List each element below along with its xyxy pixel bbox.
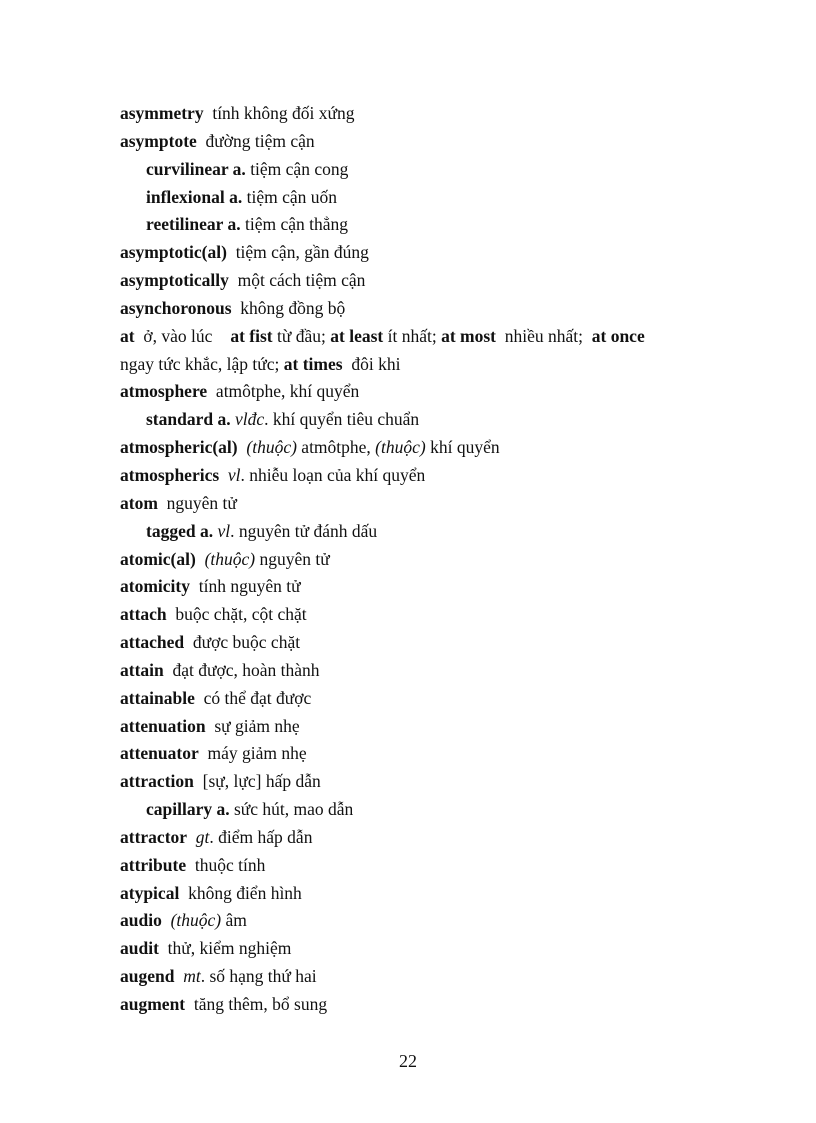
phrase-at-least: at least xyxy=(330,325,384,346)
entry-atomical xyxy=(120,546,720,574)
entry-atomicity xyxy=(120,573,720,601)
phrase-at-most: at most xyxy=(441,325,496,346)
entry-asymptotically xyxy=(120,267,720,295)
definition: nhiễu loạn của khí quyển xyxy=(249,464,426,485)
entry-at-continuation xyxy=(120,351,720,379)
entry-atom xyxy=(120,490,720,518)
entry-atypical xyxy=(120,880,720,908)
headword: asymptotically xyxy=(120,270,229,291)
entry-attenuation xyxy=(120,713,720,741)
field-label: vl xyxy=(227,464,241,485)
definition: điểm hấp dẫn xyxy=(218,826,313,847)
phrase-at-times: at times xyxy=(283,353,343,374)
headword: attractor xyxy=(120,826,188,847)
subentry-standard: standard a. vlđc. khí quyển tiêu chuẩn xyxy=(146,409,420,430)
pos-label: (thuộc) xyxy=(204,548,256,569)
definition: tiệm cận thẳng xyxy=(244,214,349,235)
headword: tagged a. xyxy=(146,520,214,541)
definition: khí quyển tiêu chuẩn xyxy=(272,409,420,430)
phrase-definition: từ đầu; xyxy=(277,325,326,346)
entry-attach xyxy=(120,601,720,629)
definition: nguyên tử xyxy=(259,548,330,569)
headword: atomicity xyxy=(120,576,190,597)
subentry-capillary xyxy=(120,796,720,824)
pos-label: (thuộc) xyxy=(170,910,222,931)
headword: reetilinear a. xyxy=(146,214,241,235)
definition: [sự, lực] hấp dẫn xyxy=(202,771,321,792)
headword: attain xyxy=(120,659,164,680)
headword: attenuator xyxy=(120,743,199,764)
definition: tăng thêm, bổ sung xyxy=(193,994,328,1014)
headword: asymptotic(al) xyxy=(120,242,227,263)
phrase-definition: ít nhất; xyxy=(387,325,437,346)
headword: attainable xyxy=(120,687,195,708)
headword: audit xyxy=(120,938,159,959)
pos-label: (thuộc) xyxy=(246,437,297,458)
entry-attainable xyxy=(120,685,720,713)
headword: attenuation xyxy=(120,715,206,736)
headword: inflexional a. xyxy=(146,186,243,207)
phrase-definition: ngay tức khắc, lập tức; xyxy=(120,353,280,374)
phrase-at-fist: at fist xyxy=(230,325,273,346)
entry-asymptotical xyxy=(120,239,720,267)
entry-asynchoronous xyxy=(120,295,720,323)
definition: tiệm cận, gần đúng xyxy=(235,242,369,263)
field-label: vlđc xyxy=(234,409,265,430)
entry-asymptote xyxy=(120,128,720,156)
headword: augend xyxy=(120,966,175,987)
entry-at xyxy=(120,323,720,351)
definition: đường tiệm cận xyxy=(205,130,315,151)
definition: một cách tiệm cận xyxy=(237,270,366,291)
phrase-definition: nhiều nhất; xyxy=(504,325,583,346)
definition: tiệm cận cong xyxy=(250,158,349,179)
phrase-at-once: at once xyxy=(591,325,645,346)
page-number: 22 xyxy=(399,1051,417,1071)
entry-asymmetry xyxy=(120,100,720,128)
entry-attribute xyxy=(120,852,720,880)
headword: standard a. xyxy=(146,409,231,430)
headword: atypical xyxy=(120,882,180,903)
definition: atmôtphe, khí quyển xyxy=(215,381,360,402)
headword: atomic(al) xyxy=(120,548,196,569)
entry-atmospherical: atmospheric(al) (thuộc) atmôtphe, (thuộc) khí quyển xyxy=(120,437,500,458)
definition: không điển hình xyxy=(188,882,302,903)
headword: attach xyxy=(120,604,167,625)
definition: tiệm cận uốn xyxy=(246,186,338,207)
entry-audio xyxy=(120,907,720,935)
headword: at xyxy=(120,325,135,346)
headword: attraction xyxy=(120,771,194,792)
definition: tính không đối xứng xyxy=(212,103,355,123)
headword: asynchoronous xyxy=(120,297,232,318)
entry-atmospherics: atmospherics vl. nhiễu loạn của khí quyển xyxy=(120,464,426,485)
definition: thử, kiểm nghiệm xyxy=(167,938,292,959)
field-label: mt xyxy=(183,966,201,987)
headword: augment xyxy=(120,994,186,1014)
entry-augment xyxy=(120,991,720,1019)
pos-label: (thuộc) xyxy=(375,437,426,458)
definition: máy giảm nhẹ xyxy=(207,743,307,764)
headword: curvilinear a. xyxy=(146,158,246,179)
headword: attribute xyxy=(120,854,187,875)
entry-attraction xyxy=(120,768,720,796)
field-label: gt xyxy=(195,826,210,847)
entry-atmosphere xyxy=(120,378,720,406)
definition: không đồng bộ xyxy=(240,297,346,318)
definition: số hạng thứ hai xyxy=(209,966,317,987)
subentry-tagged: tagged a. vl. nguyên tử đánh dấu xyxy=(146,520,378,541)
definition: đạt được, hoàn thành xyxy=(172,659,320,680)
entry-attain xyxy=(120,657,720,685)
definition: nguyên tử xyxy=(166,492,237,513)
definition: thuộc tính xyxy=(194,854,266,875)
entry-attenuator xyxy=(120,740,720,768)
subentry-reetilinear xyxy=(120,211,720,239)
headword: asymptote xyxy=(120,130,197,151)
field-label: vl xyxy=(217,520,231,541)
subentry-curvilinear xyxy=(120,156,720,184)
headword: atmospheric(al) xyxy=(120,437,238,458)
headword: attached xyxy=(120,632,185,653)
definition: có thể đạt được xyxy=(203,687,312,708)
definition: được buộc chặt xyxy=(192,632,301,653)
definition: tính nguyên tử xyxy=(198,576,301,597)
definition: âm xyxy=(225,910,247,931)
definition: sự giảm nhẹ xyxy=(214,715,300,736)
headword: asymmetry xyxy=(120,103,204,123)
headword: atom xyxy=(120,492,158,513)
phrase-definition: đôi khi xyxy=(351,353,401,374)
entry-augend: augend mt. số hạng thứ hai xyxy=(120,966,317,987)
entry-audit xyxy=(120,935,720,963)
headword: atmospherics xyxy=(120,464,220,485)
definition: sức hút, mao dẫn xyxy=(233,799,354,820)
entry-attached xyxy=(120,629,720,657)
entry-attractor: attractor gt. điểm hấp dẫn xyxy=(120,826,313,847)
headword: atmosphere xyxy=(120,381,208,402)
entry-list xyxy=(120,100,720,1019)
definition: nguyên tử đánh dấu xyxy=(238,520,378,541)
subentry-inflexional xyxy=(120,184,720,212)
headword: capillary a. xyxy=(146,799,230,820)
definition: ở, vào lúc xyxy=(143,325,213,346)
definition: buộc chặt, cột chặt xyxy=(175,604,307,625)
headword: audio xyxy=(120,910,162,931)
